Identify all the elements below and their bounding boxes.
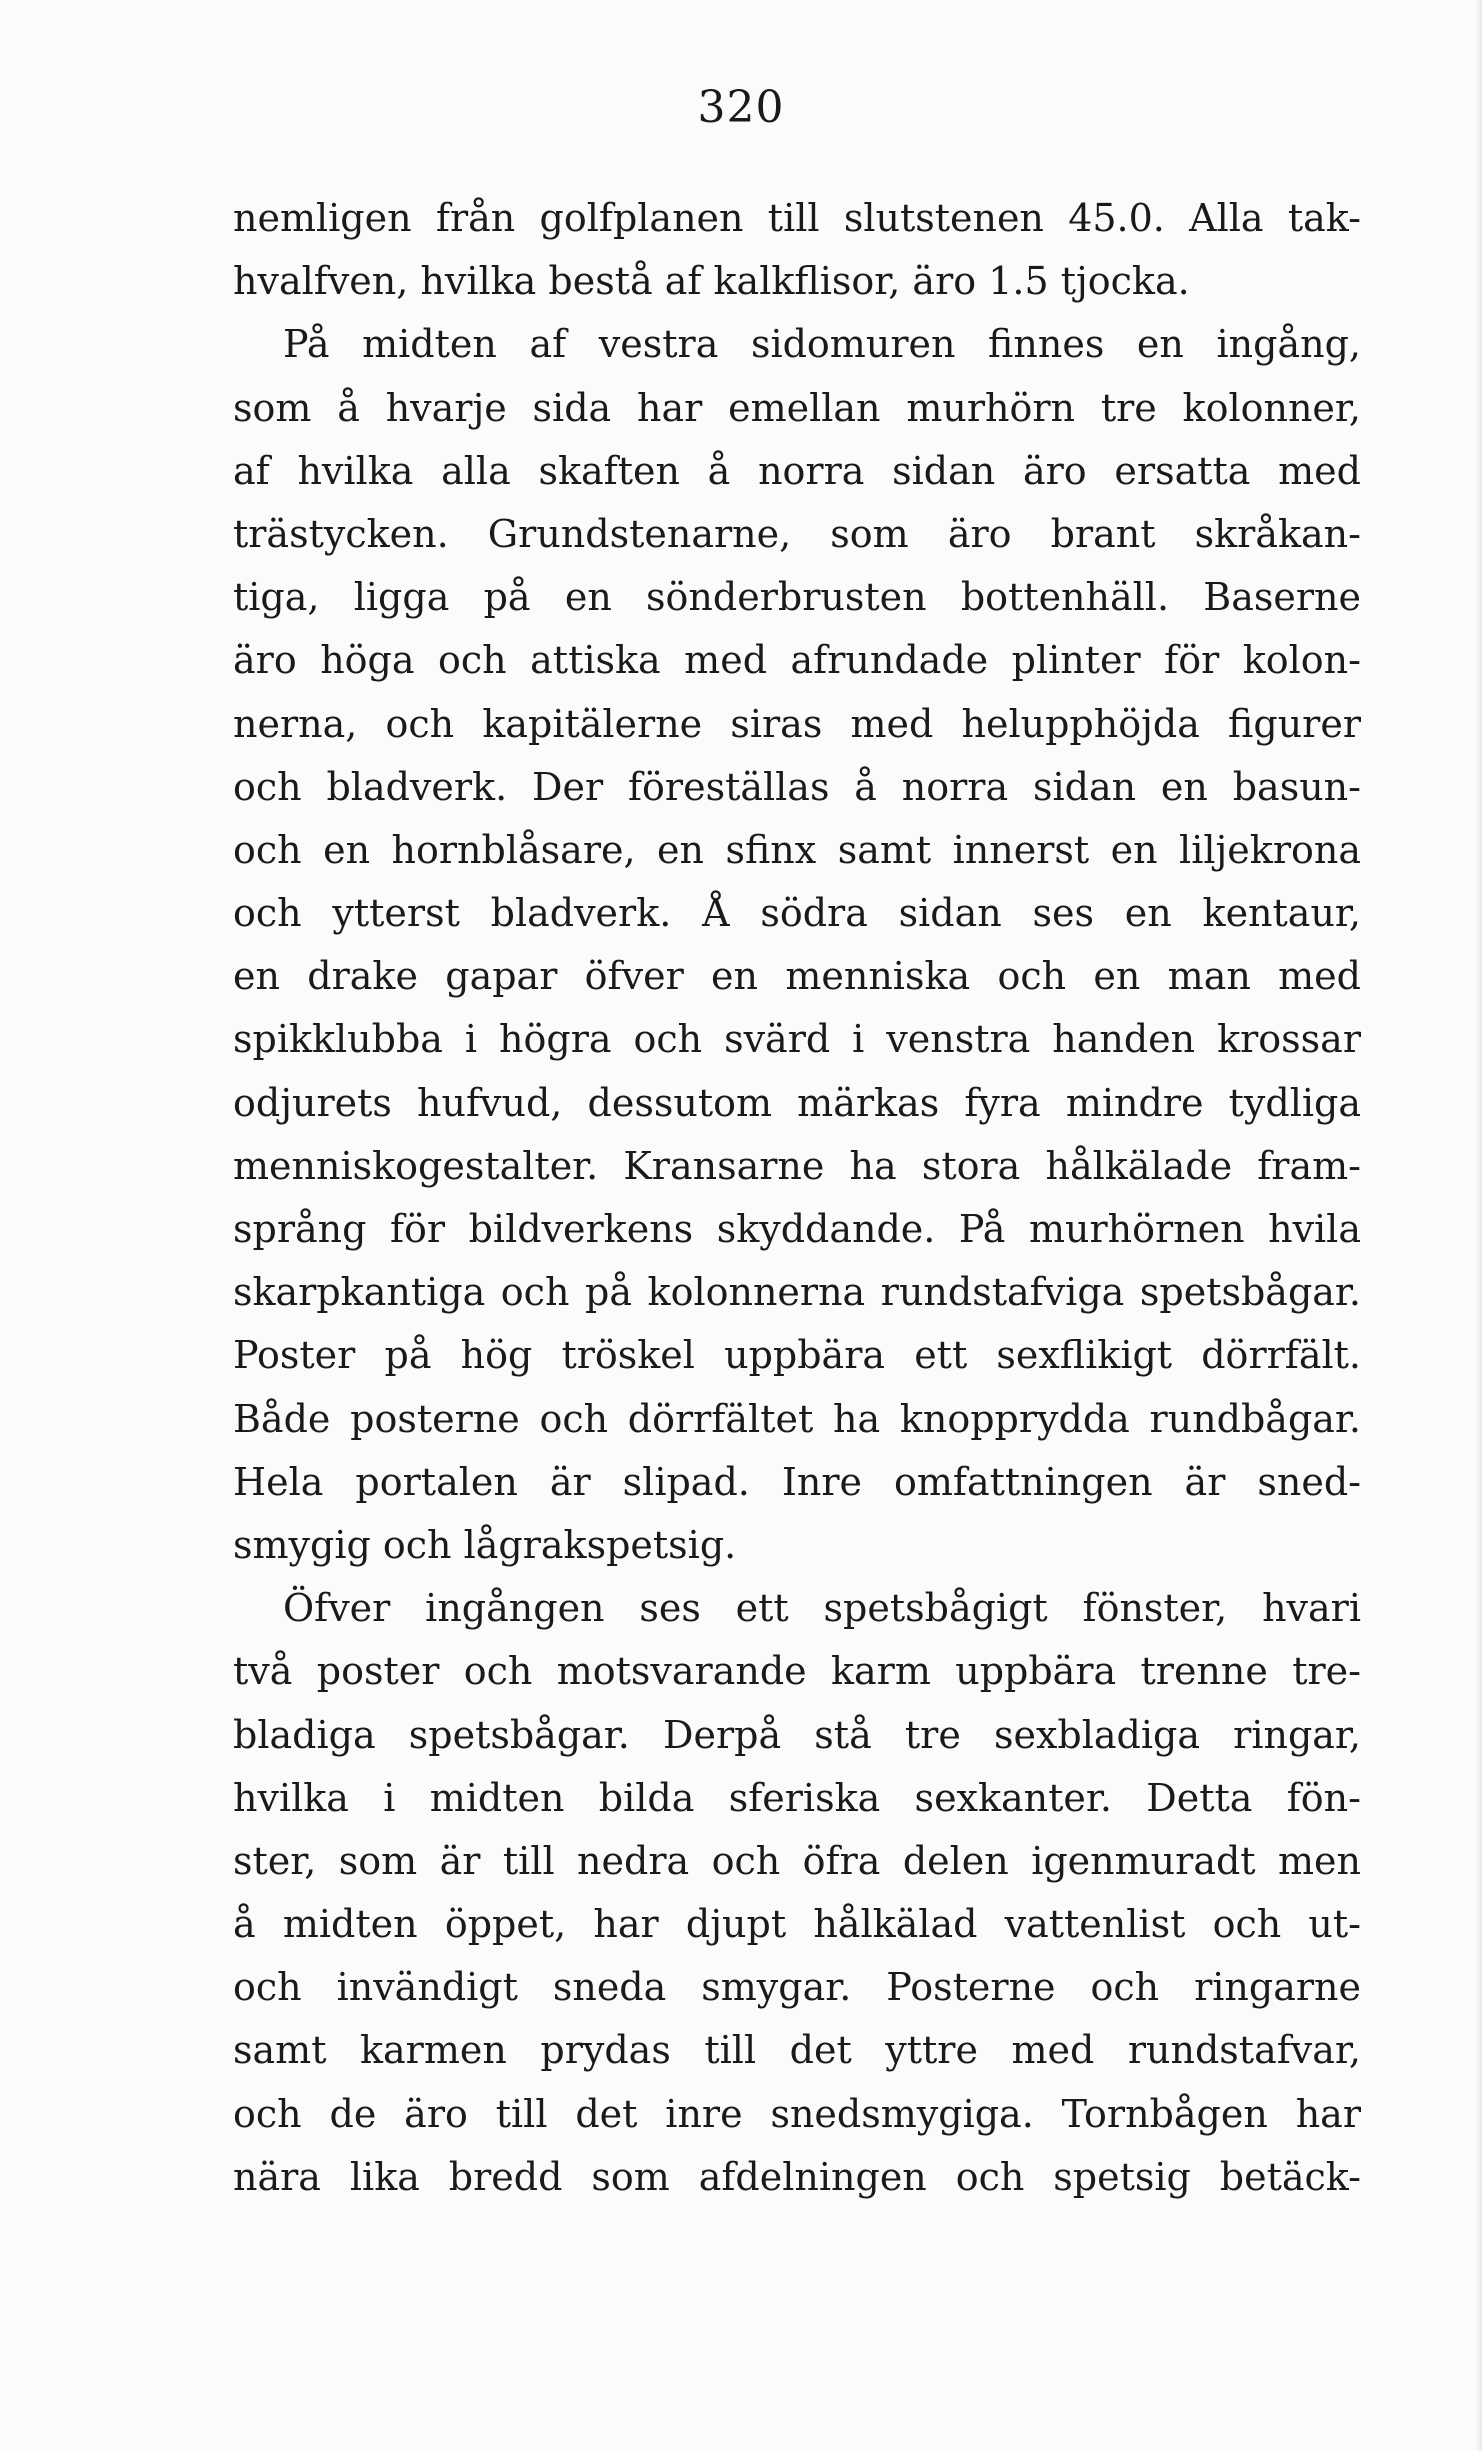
text-line: menniskogestalter. Kransarne ha stora hålkälade fram- bbox=[233, 1143, 1361, 1188]
text-line: språng för bildverkens skyddande. På murhörnen hvila bbox=[233, 1207, 1361, 1251]
text-line: nemligen från golfplanen till slutstenen 45.0. Alla tak- bbox=[233, 196, 1361, 240]
text-line: Hela portalen är slipad. Inre omfattningen är sned- bbox=[233, 1459, 1361, 1504]
body-text bbox=[233, 187, 1361, 2209]
text-line: nära lika bredd som afdelningen och spetsig betäck- bbox=[233, 2154, 1361, 2199]
text-line: hvalfven, hvilka bestå af kalkflisor, äro 1.5 tjocka. bbox=[233, 259, 1190, 304]
text-line: och bladverk. Der föreställas å norra sidan en basun- bbox=[233, 764, 1361, 809]
page-number: 320 bbox=[697, 82, 785, 133]
text-line: å midten öppet, har djupt hålkälad vattenlist och ut- bbox=[233, 1902, 1361, 1947]
text-line: trästycken. Grundstenarne, som äro brant skråkan- bbox=[233, 511, 1361, 556]
text-line: två poster och motsvarande karm uppbära trenne tre- bbox=[233, 1649, 1361, 1694]
text-line: ster, som är till nedra och öfra delen igenmuradt men bbox=[233, 1838, 1361, 1883]
text-line: samt karmen prydas till det yttre med rundstafvar, bbox=[233, 2028, 1361, 2073]
text-line: som å hvarje sida har emellan murhörn tre kolonner, bbox=[233, 385, 1361, 430]
text-line: nerna, och kapitälerne siras med helupphöjda figurer bbox=[233, 701, 1361, 746]
text-line: en drake gapar öfver en menniska och en man med bbox=[233, 954, 1361, 999]
text-line: och invändigt sneda smygar. Posterne och ringarne bbox=[233, 1965, 1361, 2010]
text-line: bladiga spetsbågar. Derpå stå tre sexbladiga ringar, bbox=[233, 1712, 1361, 1757]
text-line: och ytterst bladverk. Å södra sidan ses en kentaur, bbox=[233, 891, 1361, 936]
text-line: På midten af vestra sidomuren finnes en ingång, bbox=[283, 322, 1361, 367]
text-line: tiga, ligga på en sönderbrusten bottenhäll. Baserne bbox=[233, 575, 1361, 620]
text-line: äro höga och attiska med afrundade plinter för kolon- bbox=[233, 638, 1361, 683]
text-line: och de äro till det inre snedsmygiga. Tornbågen har bbox=[233, 2091, 1361, 2136]
text-line: Öfver ingången ses ett spetsbågigt fönster, hvari bbox=[283, 1586, 1361, 1631]
text-line: af hvilka alla skaften å norra sidan äro ersatta med bbox=[233, 448, 1361, 493]
text-line: smygig och lågrakspetsig. bbox=[233, 1522, 737, 1567]
text-line: spikklubba i högra och svärd i venstra handen krossar bbox=[233, 1017, 1361, 1062]
text-line: och en hornblåsare, en sfinx samt innerst en liljekrona bbox=[233, 827, 1361, 872]
text-line: Både posterne och dörrfältet ha knopprydda rundbågar. bbox=[233, 1396, 1361, 1441]
text-line: odjurets hufvud, dessutom märkas fyra mindre tydliga bbox=[233, 1080, 1361, 1125]
text-line: hvilka i midten bilda sferiska sexkanter. Detta fön- bbox=[233, 1775, 1361, 1820]
page-edge-shadow bbox=[1476, 0, 1482, 2451]
text-line: Poster på hög tröskel uppbära ett sexflikigt dörrfält. bbox=[233, 1333, 1361, 1378]
text-line: skarpkantiga och på kolonnerna rundstafviga spetsbågar. bbox=[233, 1270, 1361, 1315]
